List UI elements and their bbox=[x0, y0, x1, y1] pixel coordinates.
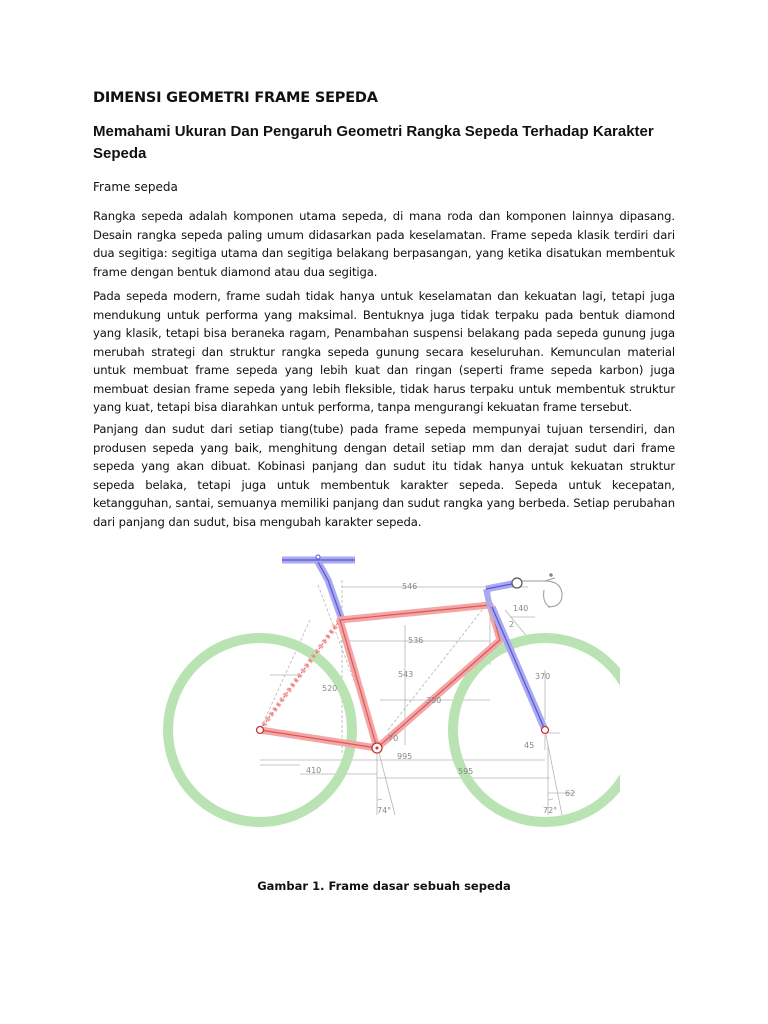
dim-chainstay: 410 bbox=[306, 766, 322, 775]
dim-head-tube: 140 bbox=[513, 604, 529, 613]
dim-head-offset: 2 bbox=[509, 620, 515, 629]
dim-wheelbase: 995 bbox=[397, 752, 413, 761]
dim-seat-angle: 74° bbox=[377, 806, 392, 815]
dim-top-tube: 536 bbox=[408, 636, 424, 645]
dim-stack: 543 bbox=[398, 670, 414, 679]
paragraph-2: Pada sepeda modern, frame sudah tidak hanya untuk keselamatan dan kekuatan lagi, tetapi juga mendukung untuk performa yang maksimal. Bentuknya juga tidak terpaku pada bentuk diamond yang klasik, tetapi bisa beraneka ragam, Penambahan suspensi belakang pada sepeda gunung juga merubah strategi dan struktur rangka sepeda gunung secara keseluruhan. Kemunculan material untuk membuat frame sepeda yang lebih kuat dan ringan (seperti frame sepeda karbon) juga membuat desian frame sepeda yang lebih fleksible, tidak harus terpaku untuk membentuk struktur yang kuat, tetapi bisa diarahkan untuk performa, tanpa mengurangi kekuatan frame tersebut. bbox=[93, 289, 675, 414]
front-hub-icon bbox=[542, 727, 549, 734]
dim-seat-tube: 520 bbox=[322, 684, 338, 693]
bicycle-geometry-diagram bbox=[150, 545, 620, 830]
document-title: DIMENSI GEOMETRI FRAME SEPEDA bbox=[93, 90, 378, 106]
dim-fork-offset: 45 bbox=[524, 741, 535, 750]
front-wheel bbox=[453, 638, 620, 822]
dim-reach: 390 bbox=[426, 696, 442, 705]
dim-bb-drop: 70 bbox=[388, 734, 399, 743]
dim-fork-length: 370 bbox=[535, 672, 551, 681]
document-subtitle: Memahami Ukuran Dan Pengaruh Geometri Rangka Sepeda Terhadap Karakter Sepeda bbox=[93, 123, 654, 162]
figure-caption: Gambar 1. Frame dasar sebuah sepeda bbox=[257, 879, 511, 893]
rear-hub-icon bbox=[257, 727, 264, 734]
dim-head-angle: 72° bbox=[543, 806, 558, 815]
bicycle-geometry-figure bbox=[150, 545, 620, 834]
paragraph-1: Rangka sepeda adalah komponen utama sepeda, di mana roda dan komponen lainnya dipasang. Desain rangka sepeda paling umum didasarkan pada keselamatan. Frame sepeda klasik terdiri dari dua segitiga: segitiga utama dan segitiga belakang berpasangan, yang ketika disatukan membentuk frame dengan bentuk diamond atau dua segitiga. bbox=[93, 209, 675, 279]
seatpost-saddle bbox=[282, 555, 355, 620]
paragraph-3: Panjang dan sudut dari setiap tiang(tube) pada frame sepeda mempunyai tujuan tersendiri, dan produsen sepeda yang baik, menghitung dengan detail setiap mm dan derajat sudut dari frame sepeda yang akan dibuat. Kobinasi panjang dan sudut itu tidak hanya untuk kekuatan struktur sepeda belaka, tetapi juga untuk membentuk karakter sepeda. Sepeda untuk kecepatan, ketangguhan, santai, semuanya memiliki panjang dan sudut rangka yang berbeda. Setiap perubahan dari panjang dan sudut, bisa mengubah karakter sepeda. bbox=[93, 422, 675, 529]
handlebar bbox=[512, 573, 562, 607]
dim-top-tube-effective: 546 bbox=[402, 582, 418, 591]
main-frame bbox=[260, 605, 500, 748]
dim-trail: 62 bbox=[565, 789, 576, 798]
dim-front-center: 595 bbox=[458, 767, 474, 776]
section-heading: Frame sepeda bbox=[93, 180, 178, 194]
